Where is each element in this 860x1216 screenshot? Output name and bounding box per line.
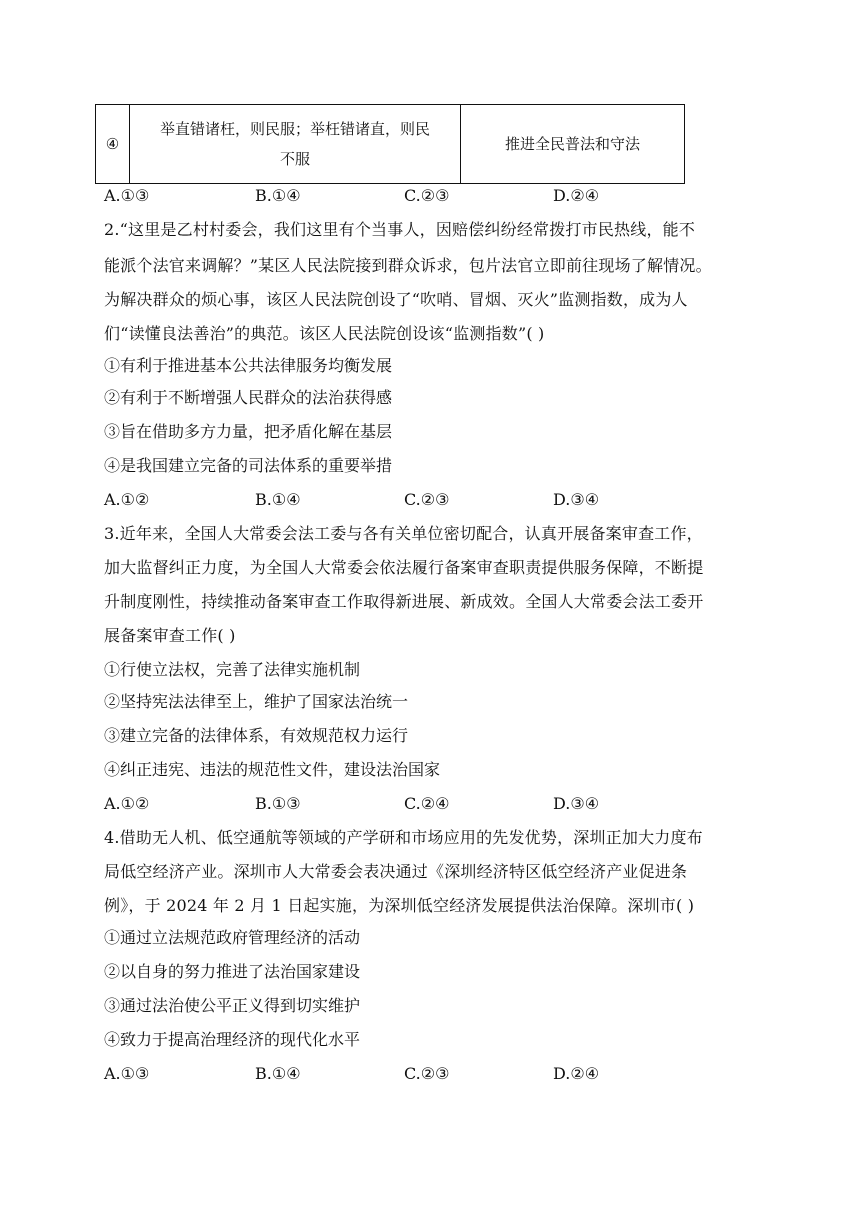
q3-item-1: ①行使立法权，完善了法律实施机制 [104,660,361,679]
q4-stem-line-2: 局低空经济产业。深圳市人大常委会表决通过《深圳经济特区低空经济产业促进条 [104,862,688,881]
q2-stem-line-1: 2.“这里是乙村村委会，我们这里有个当事人，因赔偿纠纷经常拨打市民热线，能不 [104,220,696,239]
q3-option-a: A.①② [104,794,150,813]
q2-option-c: C.②③ [404,490,450,509]
table-fragment [95,104,685,184]
q2-stem-line-3: 为解决群众的烦心事，该区人民法院创设了“吹哨、冒烟、灭火”监测指数，成为人 [104,290,688,309]
q3-stem-line-2: 加大监督纠正力度，为全国人大常委会依法履行备案审查职责提供服务保障，不断提 [104,558,704,577]
q3-item-3: ③建立完备的法律体系，有效规范权力运行 [104,726,409,745]
q3-item-4: ④纠正违宪、违法的规范性文件，建设法治国家 [104,760,441,779]
q2-item-3: ③旨在借助多方力量，把矛盾化解在基层 [104,422,393,441]
q1-option-c: C.②③ [404,186,450,205]
q4-item-2: ②以自身的努力推进了法治国家建设 [104,962,361,981]
q2-item-2: ②有利于不断增强人民群众的法治获得感 [104,388,393,407]
row-number: ④ [96,105,130,184]
q2-stem-line-4: 们“读懂良法善治”的典范。该区人民法院创设该“监测指数”( ) [104,324,545,343]
q4-option-c: C.②③ [404,1064,450,1083]
q3-stem-line-4: 展备案审查工作( ) [104,626,236,645]
q3-option-b: B.①③ [255,794,301,813]
q2-option-a: A.①② [104,490,150,509]
q2-stem-line-2: 能派个法官来调解？”某区人民法院接到群众诉求，包片法官立即前往现场了解情况。 [104,256,712,275]
q2-option-b: B.①④ [255,490,301,509]
q3-stem-line-1: 3.近年来，全国人大常委会法工委与各有关单位密切配合，认真开展备案审查工作， [104,524,703,543]
meaning-cell: 推进全民普法和守法 [461,105,685,184]
quote-line-2: 不服 [279,150,310,168]
q3-item-2: ②坚持宪法法律至上，维护了国家法治统一 [104,692,409,711]
q1-option-b: B.①④ [255,186,301,205]
q2-item-1: ①有利于推进基本公共法律服务均衡发展 [104,356,393,375]
q1-option-d: D.②④ [553,186,600,205]
q3-option-d: D.③④ [553,794,600,813]
q4-option-d: D.②④ [553,1064,600,1083]
q4-item-4: ④致力于提高治理经济的现代化水平 [104,1030,361,1049]
q4-item-1: ①通过立法规范政府管理经济的活动 [104,928,361,947]
q4-item-3: ③通过法治使公平正义得到切实维护 [104,996,361,1015]
q2-item-4: ④是我国建立完备的司法体系的重要举措 [104,456,393,475]
table-row [96,105,685,184]
quote-cell [130,105,461,184]
q3-option-c: C.②④ [404,794,450,813]
q1-option-a: A.①③ [104,186,150,205]
q4-stem-line-1: 4.借助无人机、低空通航等领域的产学研和市场应用的先发优势，深圳正加大力度布 [104,828,703,847]
q3-stem-line-3: 升制度刚性，持续推动备案审查工作取得新进展、新成效。全国人大常委会法工委开 [104,592,704,611]
q4-option-a: A.①③ [104,1064,150,1083]
q2-option-d: D.③④ [553,490,600,509]
q4-option-b: B.①④ [255,1064,301,1083]
q4-stem-line-3: 例》，于 2024 年 2 月 1 日起实施，为深圳低空经济发展提供法治保障。深圳市( ) [104,896,695,915]
quote-line-1: 举直错诸枉，则民服；举枉错诸直，则民 [159,120,430,138]
